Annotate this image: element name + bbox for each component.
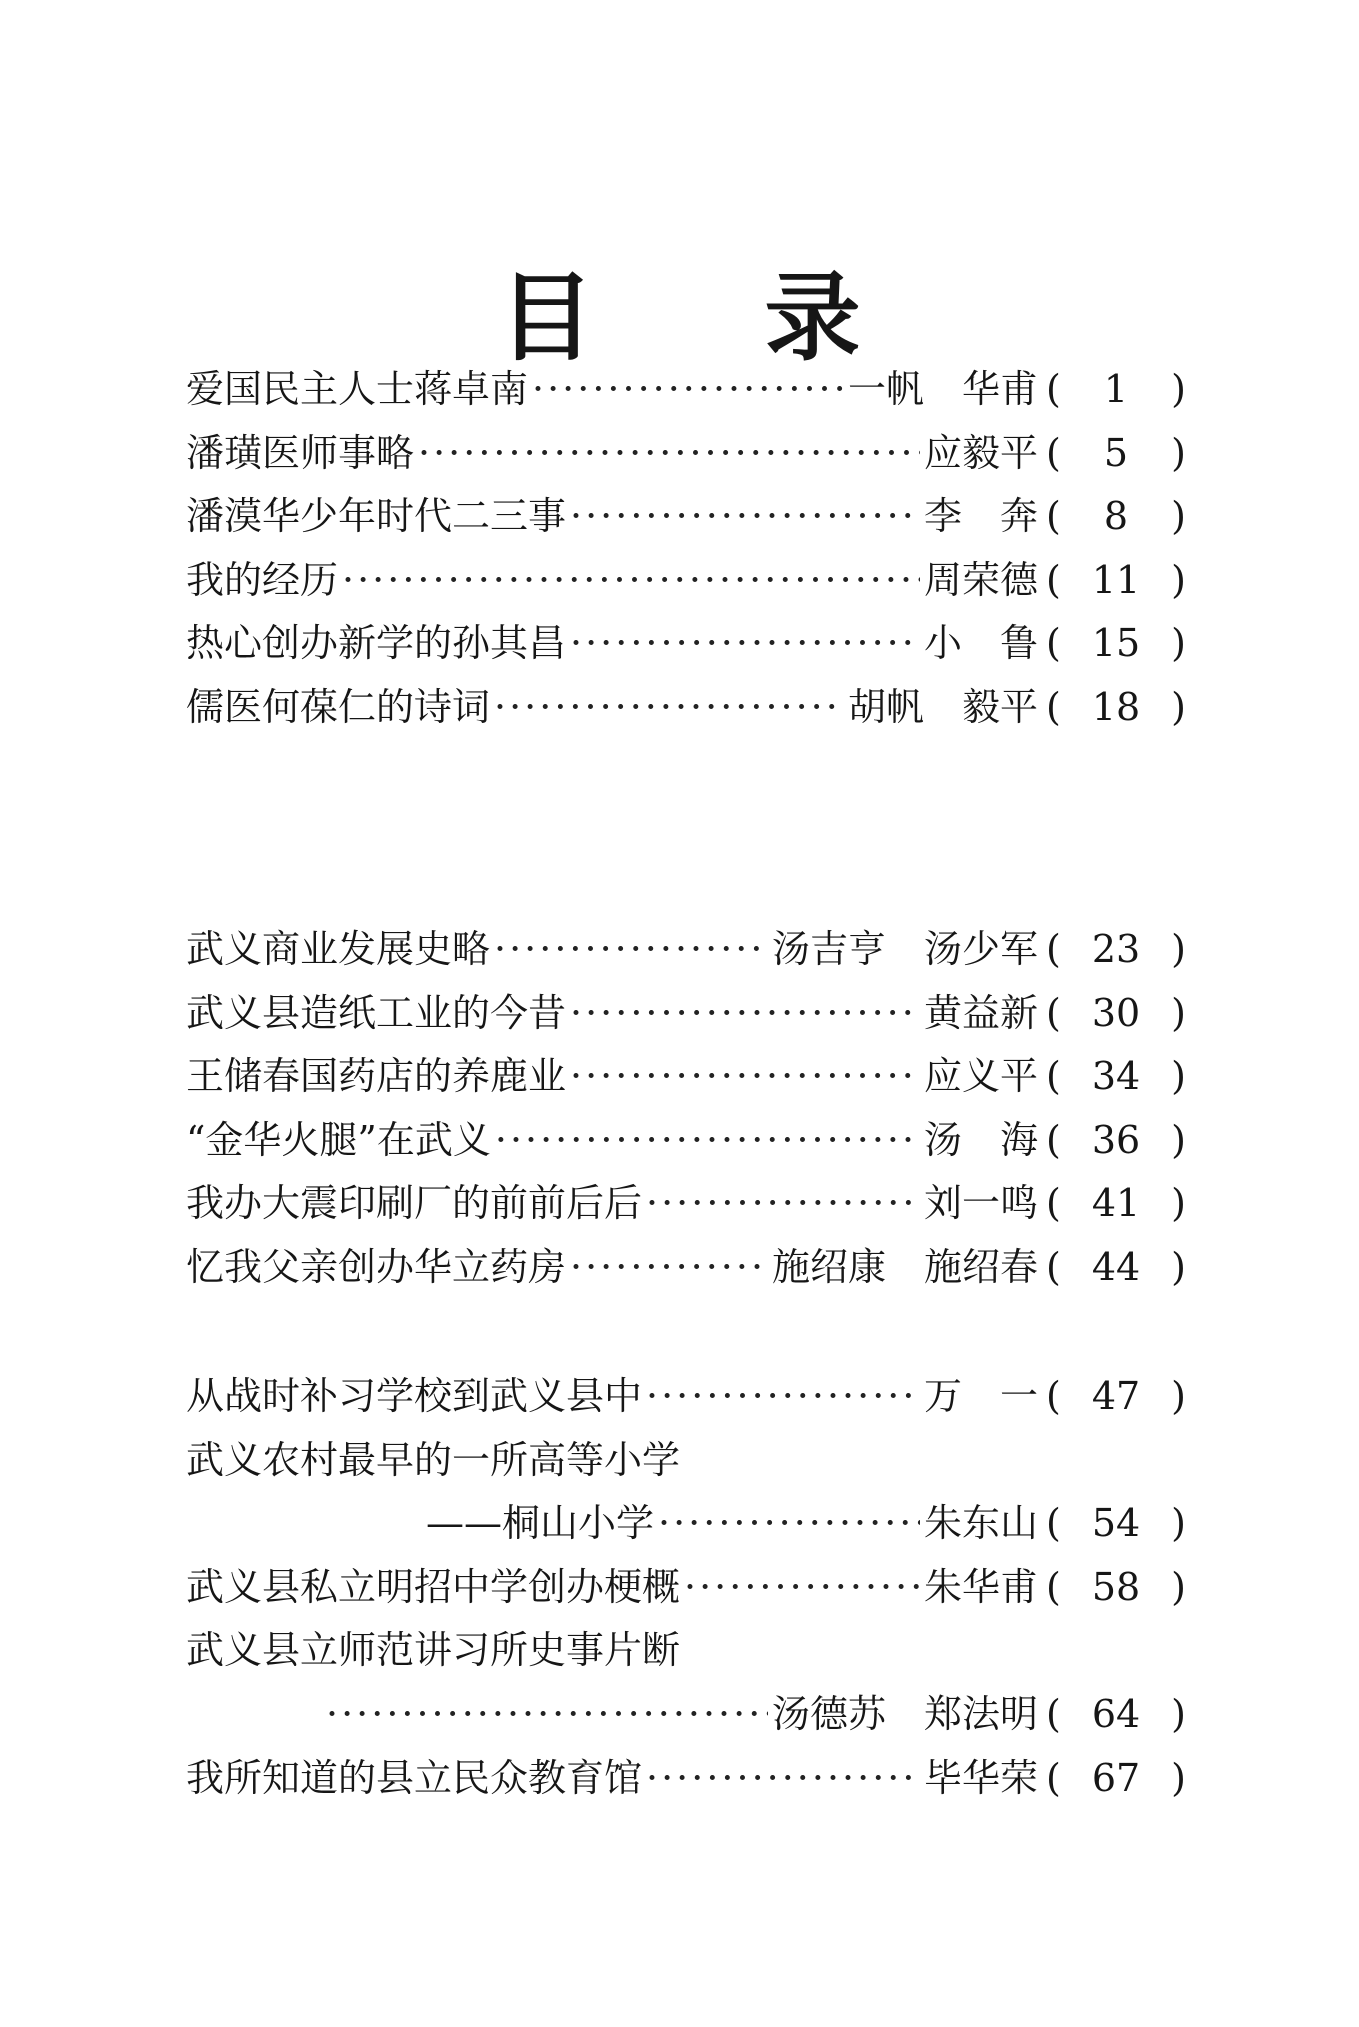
toc-entry-heading[interactable] (186, 1429, 1186, 1493)
dot-leader (494, 676, 844, 740)
entry-author: 一帆 华甫 (847, 367, 1038, 411)
dot-leader (646, 1365, 920, 1429)
toc-entry[interactable] (186, 1045, 1186, 1109)
dot-leader (570, 1045, 920, 1109)
entry-author: 朱华甫 (923, 1564, 1038, 1609)
entry-author: 汤德苏 郑法明 (771, 1691, 1038, 1736)
entry-author: 应毅平 (923, 430, 1038, 475)
entry-author: 黄益新 (923, 990, 1038, 1035)
toc-entry[interactable] (186, 422, 1186, 486)
dot-leader (658, 1492, 920, 1556)
dot-leader (418, 422, 920, 486)
toc-entry[interactable] (186, 1556, 1186, 1620)
toc-entry[interactable] (186, 1747, 1186, 1811)
entry-page: ( 23 ) (1046, 927, 1186, 971)
entry-author: 胡帆 毅平 (847, 684, 1038, 729)
entry-title: 潘漠华少年时代二三事 (186, 494, 567, 539)
dot-leader (570, 982, 920, 1046)
toc-entry[interactable] (186, 1109, 1186, 1173)
entry-author: 小 鲁 (923, 621, 1038, 666)
toc-entry[interactable] (186, 982, 1186, 1046)
entry-title: 武义县造纸工业的今昔 (186, 990, 567, 1035)
toc-section-2 (186, 918, 1186, 1300)
entry-title: 武义县私立明招中学创办梗概 (186, 1564, 681, 1609)
entry-title: 忆我父亲创办华立药房 (186, 1244, 567, 1289)
entry-title: 武义商业发展史略 (186, 927, 491, 971)
toc-entry[interactable] (186, 549, 1186, 613)
toc-entry[interactable] (186, 358, 1186, 422)
entry-subtitle: ——桐山小学 (426, 1501, 655, 1546)
toc-entry[interactable] (186, 485, 1186, 549)
entry-page: ( 36 ) (1046, 1117, 1186, 1162)
dot-leader (532, 358, 844, 422)
entry-title: 儒医何葆仁的诗词 (186, 684, 491, 729)
entry-page: ( 44 ) (1046, 1244, 1186, 1289)
dot-leader (326, 1683, 768, 1747)
entry-author: 李 奔 (923, 494, 1038, 539)
entry-page: ( 34 ) (1046, 1054, 1186, 1099)
toc-entry-heading[interactable] (186, 1619, 1186, 1683)
entry-title: 我所知道的县立民众教育馆 (186, 1755, 643, 1800)
entry-title: “金华火腿”在武义 (186, 1117, 491, 1162)
entry-title: 热心创办新学的孙其昌 (186, 621, 567, 666)
dot-leader (570, 612, 920, 676)
entry-author: 毕华荣 (923, 1755, 1038, 1800)
dot-leader (570, 485, 920, 549)
toc-entry[interactable] (186, 1172, 1186, 1236)
entry-page: ( 58 ) (1046, 1564, 1186, 1609)
entry-title: 爱国民主人士蒋卓南 (186, 367, 529, 411)
dot-leader (684, 1556, 920, 1620)
dot-leader (342, 549, 920, 613)
toc-entry[interactable] (186, 676, 1186, 740)
entry-author: 施绍康 施绍春 (771, 1244, 1038, 1289)
page-title (0, 261, 1359, 374)
entry-page: ( 47 ) (1046, 1374, 1186, 1418)
entry-page: ( 18 ) (1046, 684, 1186, 729)
toc-section-1 (186, 358, 1186, 740)
entry-page: ( 5 ) (1046, 430, 1186, 475)
entry-page: ( 15 ) (1046, 621, 1186, 666)
entry-author: 汤 海 (923, 1117, 1038, 1162)
entry-page: ( 30 ) (1046, 990, 1186, 1035)
entry-title: 武义农村最早的一所高等小学 (186, 1437, 681, 1482)
toc-entry[interactable] (186, 1236, 1186, 1300)
entry-title: 王储春国药店的养鹿业 (186, 1054, 567, 1099)
entry-title: 我办大震印刷厂的前前后后 (186, 1181, 643, 1226)
toc-entry[interactable] (186, 918, 1186, 982)
entry-page: ( 8 ) (1046, 494, 1186, 539)
dot-leader (646, 1172, 920, 1236)
entry-title: 我的经历 (186, 557, 339, 602)
entry-title: 潘璜医师事略 (186, 430, 415, 475)
toc-entry-subtitle[interactable] (186, 1492, 1186, 1556)
entry-page: ( 1 ) (1046, 367, 1186, 411)
toc-entry[interactable] (186, 1365, 1186, 1429)
entry-author: 周荣德 (923, 557, 1038, 602)
entry-author: 应义平 (923, 1054, 1038, 1099)
dot-leader (494, 918, 768, 982)
dot-leader (646, 1747, 920, 1811)
entry-author: 刘一鸣 (923, 1181, 1038, 1226)
entry-author: 万 一 (923, 1374, 1038, 1418)
entry-author: 朱东山 (923, 1501, 1038, 1546)
page-title-char-2: 录 (764, 261, 861, 374)
entry-page: ( 54 ) (1046, 1501, 1186, 1546)
toc-entry[interactable] (186, 612, 1186, 676)
dot-leader (495, 1109, 920, 1173)
toc-section-3 (186, 1365, 1186, 1810)
toc-entry-continuation[interactable] (186, 1683, 1186, 1747)
page-title-char-1: 目 (498, 261, 595, 374)
entry-page: ( 41 ) (1046, 1181, 1186, 1226)
entry-page: ( 64 ) (1046, 1691, 1186, 1736)
entry-title: 从战时补习学校到武义县中 (186, 1374, 643, 1418)
entry-page: ( 11 ) (1046, 557, 1186, 602)
entry-page: ( 67 ) (1046, 1755, 1186, 1800)
entry-author: 汤吉亨 汤少军 (771, 927, 1038, 971)
dot-leader (570, 1236, 768, 1300)
entry-title: 武义县立师范讲习所史事片断 (186, 1628, 681, 1673)
